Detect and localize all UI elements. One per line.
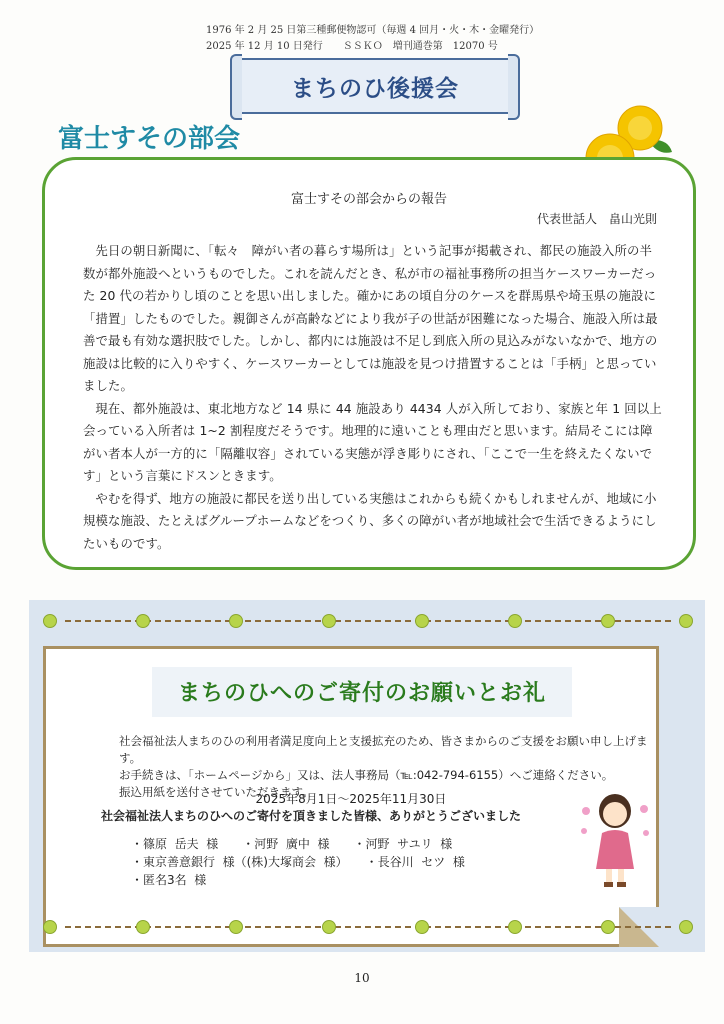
button-dot-icon bbox=[415, 920, 429, 934]
button-dot-icon bbox=[322, 614, 336, 628]
donor-line: ・篠原 岳夫 様 ・河野 廣中 様 ・河野 サユリ 様 bbox=[131, 837, 453, 851]
button-dot-icon bbox=[229, 920, 243, 934]
page-number: 10 bbox=[354, 971, 370, 985]
header-line-2: 2025 年 12 月 10 日発行 ＳＳＫＯ 増刊通巻第 12070 号 bbox=[206, 41, 498, 52]
report-body bbox=[83, 240, 663, 555]
report-author: 代表世話人 畠山光則 bbox=[536, 212, 657, 226]
button-dot-icon bbox=[229, 614, 243, 628]
girl-illustration-icon bbox=[580, 789, 650, 889]
banner bbox=[238, 58, 512, 114]
button-dot-icon bbox=[679, 920, 693, 934]
banner-title: まちのひ後援会 bbox=[291, 76, 459, 102]
report-paragraph: やむを得ず、地方の施設に都民を送り出している実態はこれからも続くかもしれませんが、地域に小規模な施設、たとえばグループホームなどをつくり、多くの障がい者が地域社会で生活できるようにしたいものです。 bbox=[83, 490, 657, 551]
donor-line: ・匿名3名 様 bbox=[131, 873, 207, 887]
button-dot-icon bbox=[136, 614, 150, 628]
header-line-1: 1976 年 2 月 25 日第三種郵便物認可（毎週 4 回月・火・木・金曜発行） bbox=[206, 25, 540, 36]
button-dot-icon bbox=[508, 920, 522, 934]
bottom-dot-border bbox=[43, 920, 693, 934]
report-paragraph: 現在、都外施設は、東北地方など 14 県に 44 施設あり 4434 人が入所しており、家族と年 1 回以上会っている入所者は 1~2 割程度だそうです。地理的に遠いことも理由だと思います。結局そこには障がい者本人が一方的に「隔離収容」されている実態が浮き彫りにされ、「ここで一生を終えたくないです」という言葉にドスンときます。 bbox=[83, 400, 662, 483]
button-dot-icon bbox=[601, 614, 615, 628]
top-dot-border bbox=[43, 614, 693, 628]
report-box bbox=[42, 157, 696, 570]
report-title: 富士すその部会からの報告 bbox=[290, 192, 447, 207]
donation-section bbox=[29, 600, 705, 952]
section-title: 富士すその部会 bbox=[58, 124, 241, 154]
intro-line: 振込用紙を送付させていただきます。 bbox=[119, 785, 314, 799]
button-dot-icon bbox=[43, 920, 57, 934]
donation-period: 2025年8月1日～2025年11月30日 bbox=[255, 792, 447, 806]
button-dot-icon bbox=[679, 614, 693, 628]
donation-title: まちのひへのご寄付のお願いとお礼 bbox=[178, 681, 547, 706]
button-dot-icon bbox=[136, 920, 150, 934]
donor-list bbox=[131, 835, 465, 889]
intro-line: お手続きは、「ホームページから」又は、法人事務局（℡:042-794-6155）へご連絡ください。 bbox=[119, 768, 614, 782]
donation-card bbox=[43, 646, 659, 947]
button-dot-icon bbox=[508, 614, 522, 628]
donation-thanks: 社会福祉法人まちのひへのご寄付を頂きました皆様、ありがとうございました bbox=[101, 809, 522, 823]
donation-title-box bbox=[152, 667, 572, 717]
report-paragraph: 先日の朝日新聞に、「転々 障がい者の暮らす場所は」という記事が掲載され、都民の施設入所の半数が都外施設へというものでした。これを読んだとき、私が市の福祉事務所の担当ケースワーカーだった 20 代の若かりし頃のことを思い出しました。確かにあの頃自分のケースを群馬県や埼玉県の施設に「措置」したものでした。親御さんが高齢などにより我が子の世話が困難になった場合、施設入所は最善で最も有効な選択肢でした。しかし、都内には施設は不足し到底入所の見込みがないなかで、地方の施設は比較的に入りやすく、ケースワーカーとしては施設を見つけ措置することは「手柄」と思っていました。 bbox=[83, 243, 658, 393]
button-dot-icon bbox=[601, 920, 615, 934]
button-dot-icon bbox=[415, 614, 429, 628]
donor-line: ・東京善意銀行 様（(株)大塚商会 様） ・長谷川 セツ 様 bbox=[131, 855, 465, 869]
button-dot-icon bbox=[43, 614, 57, 628]
intro-line: 社会福祉法人まちのひの利用者満足度向上と支援拡充のため、皆さまからのご支援をお願い申し上げます。 bbox=[119, 734, 648, 765]
button-dot-icon bbox=[322, 920, 336, 934]
